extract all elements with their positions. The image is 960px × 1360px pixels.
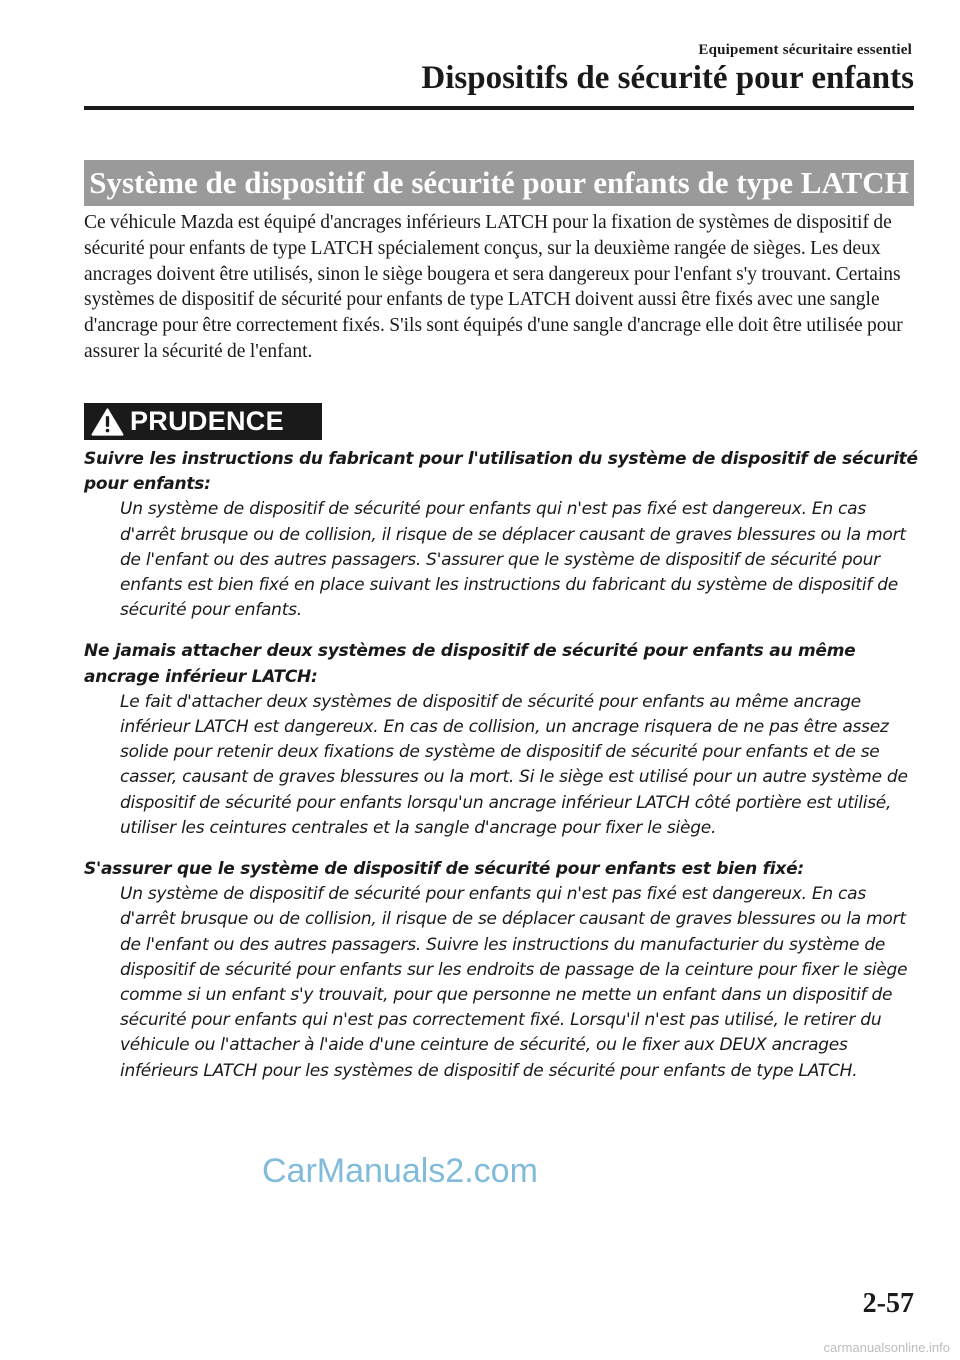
footer-source-watermark: carmanualsonline.info [823, 1340, 950, 1355]
section-title: Système de dispositif de sécurité pour enfants de type LATCH [89, 165, 909, 200]
chapter-kicker: Equipement sécuritaire essentiel [698, 42, 912, 58]
caution-item [84, 857, 920, 1084]
caution-badge [84, 403, 322, 440]
caution-item-body: Le fait d'attacher deux systèmes de dispositif de sécurité pour enfants au même ancrage inférieur LATCH est dangereux. En cas de collision, un ancrage risquera de ne pas être assez solide pour retenir deux fixations de système de dispositif de sécurité pour enfants et de se casser, causant de graves blessures ou la mort. Si le siège est utilisé pour un autre système de dispositif de sécurité pour enfants lorsqu'un ancrage inférieur LATCH côté portière est utilisé, utiliser les ceintures centrales et la sangle d'ancrage pour fixer le siège. [120, 691, 908, 838]
caution-item [84, 639, 920, 841]
caution-item [84, 447, 920, 623]
caution-item-body: Un système de dispositif de sécurité pour enfants qui n'est pas fixé est dangereux. En cas d'arrêt brusque ou de collision, il risque de se déplacer causant de graves blessures ou la mort de l'enfant ou des autres passagers. S'assurer que le système de dispositif de sécurité pour enfants est bien fixé en place suivant les instructions du fabricant du système de dispositif de sécurité pour enfants. [120, 499, 906, 621]
caution-item-heading: Ne jamais attacher deux systèmes de dispositif de sécurité pour enfants au même ancrage inférieur LATCH: [84, 641, 856, 687]
header-divider [84, 106, 914, 110]
page-header-title: Dispositifs de sécurité pour enfants [421, 60, 914, 96]
watermark: CarManuals2.com [262, 1152, 538, 1190]
caution-label: PRUDENCE [130, 406, 284, 436]
caution-item-heading: Suivre les instructions du fabricant pour l'utilisation du système de dispositif de sécurité pour enfants: [84, 449, 918, 495]
page-number: 2-57 [862, 1288, 914, 1319]
caution-list [84, 447, 920, 1100]
intro-paragraph: Ce véhicule Mazda est équipé d'ancrages inférieurs LATCH pour la fixation de systèmes de dispositif de sécurité pour enfants de type LATCH spécialement conçus, sur la deuxième rangée de sièges. Les deux ancrages doivent être utilisés, sinon le siège bougera et sera dangereux pour l'enfant s'y trouvant. Certains systèmes de dispositif de sécurité pour enfants de type LATCH doivent aussi être fixés avec une sangle d'ancrage pour être correctement fixés. S'ils sont équipés d'une sangle d'ancrage elle doit être utilisée pour assurer la sécurité de l'enfant. [84, 212, 903, 362]
warning-triangle-icon [91, 407, 124, 437]
section-title-banner [84, 160, 914, 206]
caution-item-heading: S'assurer que le système de dispositif de sécurité pour enfants est bien fixé: [84, 859, 804, 880]
caution-item-body: Un système de dispositif de sécurité pour enfants qui n'est pas fixé est dangereux. En cas d'arrêt brusque ou de collision, il risque de se déplacer causant de graves blessures ou la mort de l'enfant ou des autres passagers. Suivre les instructions du manufacturier du système de dispositif de sécurité pour enfants sur les endroits de passage de la ceinture pour fixer le siège comme si un enfant s'y trouvait, pour que personne ne mette un enfant dans un dispositif de sécurité pour enfants qui n'est pas correctement fixé. Lorsqu'il n'est pas utilisé, le retirer du véhicule ou l'attacher à l'aide d'une ceinture de sécurité, ou le fixer aux DEUX ancrages inférieurs LATCH pour les systèmes de dispositif de sécurité pour enfants de type LATCH. [120, 884, 908, 1081]
